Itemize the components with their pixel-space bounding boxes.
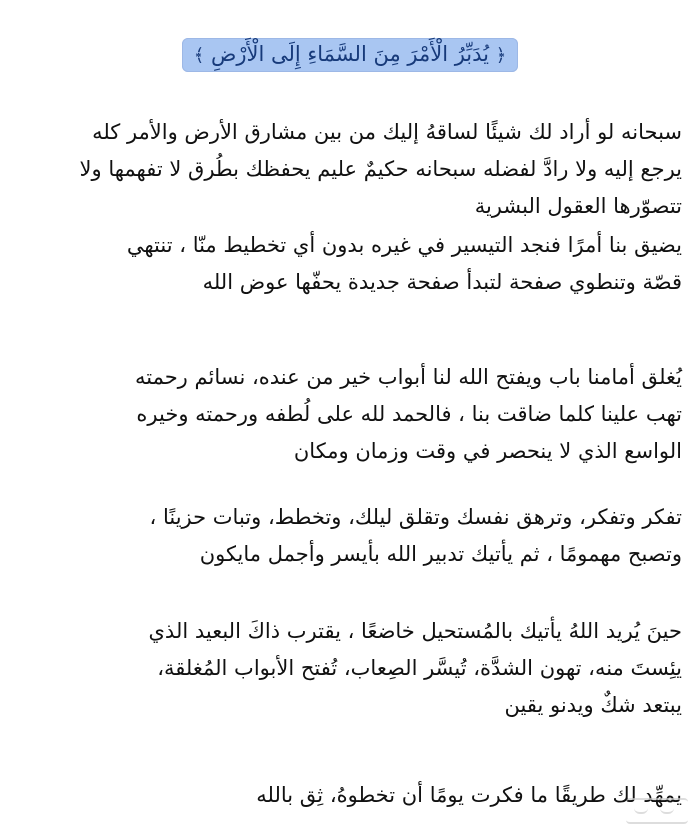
paragraph-line: يُغلق أمامنا باب ويفتح الله لنا أبواب خير من عنده، نسائم رحمته bbox=[134, 365, 682, 389]
ornament-left: ﴾ bbox=[193, 45, 205, 66]
paragraph-line: تتصوّرها العقول البشرية bbox=[474, 194, 682, 218]
paragraph-line: تهب علينا كلما ضاقت بنا ، فالحمد لله على لُطفه ورحمته وخيره bbox=[136, 402, 682, 426]
verse-title-text: يُدَبِّرُ الْأَمْرَ مِنَ السَّمَاءِ إِلَى الْأَرْضِ bbox=[210, 42, 489, 66]
paragraph-line: يمهِّد لك طريقًا ما فكرت يومًا أن تخطوهُ، ثِق بالله bbox=[256, 783, 682, 807]
paragraph-line: الواسع الذي لا ينحصر في وقت وزمان ومكان bbox=[293, 439, 682, 463]
title-container bbox=[0, 38, 700, 72]
paragraph-line: يرجع إليه ولا رادَّ لفضله سبحانه حكيمٌ عليم يحفظك بطُرق لا تفهمها ولا bbox=[79, 157, 682, 181]
paragraph-1 bbox=[14, 114, 682, 225]
paragraph-line: يضيق بنا أمرًا فنجد التيسير في غيره بدون أي تخطيط منّا ، تنتهي bbox=[126, 233, 682, 257]
paragraph-5 bbox=[14, 613, 682, 724]
ornament-right: ﴿ bbox=[495, 45, 507, 66]
paragraph-3 bbox=[14, 359, 682, 470]
paragraph-line: يئِستَ منه، تهون الشدَّة، تُيسَّر الصِعاب، تُفتح الأبواب المُغلقة، bbox=[157, 656, 682, 680]
paragraph-6 bbox=[14, 777, 682, 814]
watermark-logo-icon bbox=[626, 798, 688, 824]
paragraph-4 bbox=[14, 499, 682, 573]
verse-title-banner bbox=[182, 38, 518, 72]
paragraph-line: سبحانه لو أراد لك شيئًا لساقهُ إليك من بين مشارق الأرض والأمر كله bbox=[92, 120, 682, 144]
paragraph-line: قصّة وتنطوي صفحة لتبدأ صفحة جديدة يحفّها عوض الله bbox=[202, 270, 682, 294]
paragraph-line: حينَ يُريد اللهُ يأتيك بالمُستحيل خاضعًا ، يقترب ذاكَ البعيد الذي bbox=[148, 619, 682, 643]
paragraph-line: يبتعد شكٌ ويدنو يقين bbox=[504, 693, 682, 717]
paragraph-2 bbox=[14, 227, 682, 301]
paragraph-line: تفكر وتفكر، وترهق نفسك وتقلق ليلك، وتخطط، وتبات حزينًا ، bbox=[149, 505, 682, 529]
paragraph-line: وتصبح مهمومًا ، ثم يأتيك تدبير الله بأيسر وأجمل مايكون bbox=[199, 542, 682, 566]
